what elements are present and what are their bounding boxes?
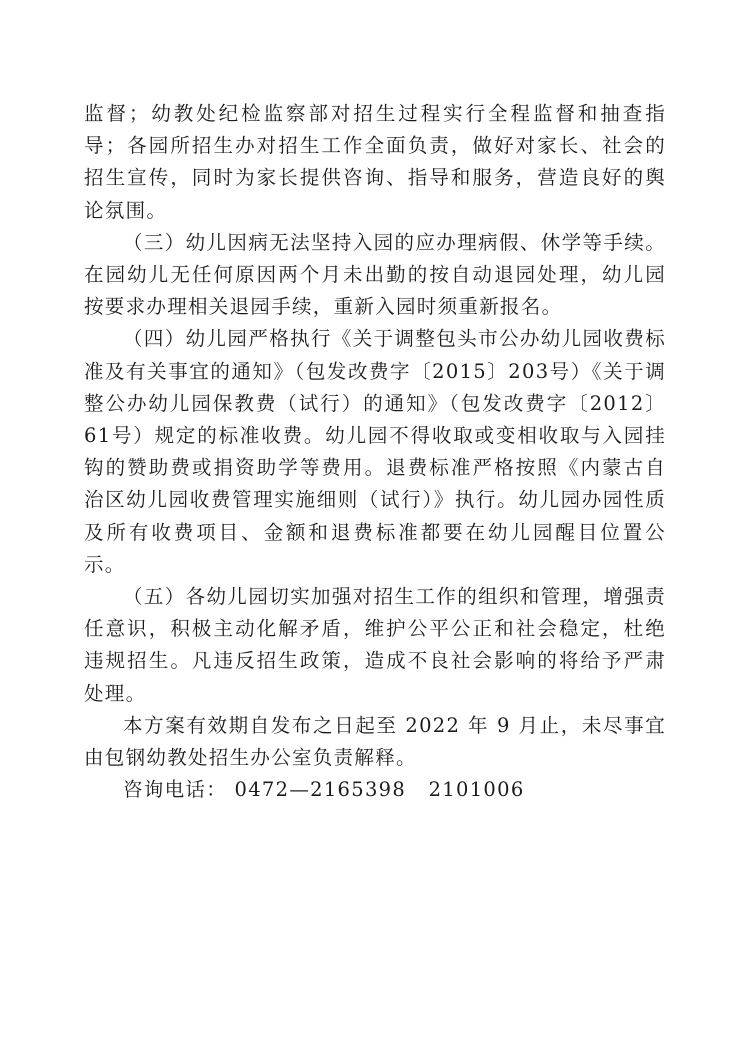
paragraph-fee-standards: （四）幼儿园严格执行《关于调整包头市公办幼儿园收费标准及有关事宜的通知》（包发改费字〔2015〕203号）《关于调整公办幼儿园保教费（试行）的通知》（包发改费字〔2012〕61号）规定的标准收费。幼儿园不得收取或变相收取与入园挂钩的赞助费或捐资助学等费用。退费标准严格按照《内蒙古自治区幼儿园收费管理实施细则（试行）》执行。幼儿园办园性质及所有收费项目、金额和退费标准都要在幼儿园醒目位置公示。 (84, 327, 666, 576)
document-body (84, 98, 666, 806)
paragraph-validity: 本方案有效期自发布之日起至 2022 年 9 月止，未尽事宜由包钢幼教处招生办公室负责解释。 (84, 713, 666, 770)
paragraph-sick-leave: （三）幼儿因病无法坚持入园的应办理病假、休学等手续。在园幼儿无任何原因两个月未出勤的按自动退园处理，幼儿园按要求办理相关退园手续，重新入园时须重新报名。 (84, 230, 666, 319)
contact-line (84, 774, 666, 806)
contact-label: 咨询电话： (123, 778, 228, 802)
paragraph-supervision: 监督；幼教处纪检监察部对招生过程实行全程监督和抽查指导；各园所招生办对招生工作全面负责，做好对家长、社会的招生宣传，同时为家长提供咨询、指导和服务，营造良好的舆论氛围。 (84, 102, 666, 222)
contact-phone-1: 0472—2165398 (234, 778, 407, 802)
contact-phone-2: 2101006 (428, 778, 525, 802)
paragraph-organization: （五）各幼儿园切实加强对招生工作的组织和管理，增强责任意识，积极主动化解矛盾，维护公平公正和社会稳定，杜绝违规招生。凡违反招生政策，造成不良社会影响的将给予严肃处理。 (84, 585, 666, 705)
